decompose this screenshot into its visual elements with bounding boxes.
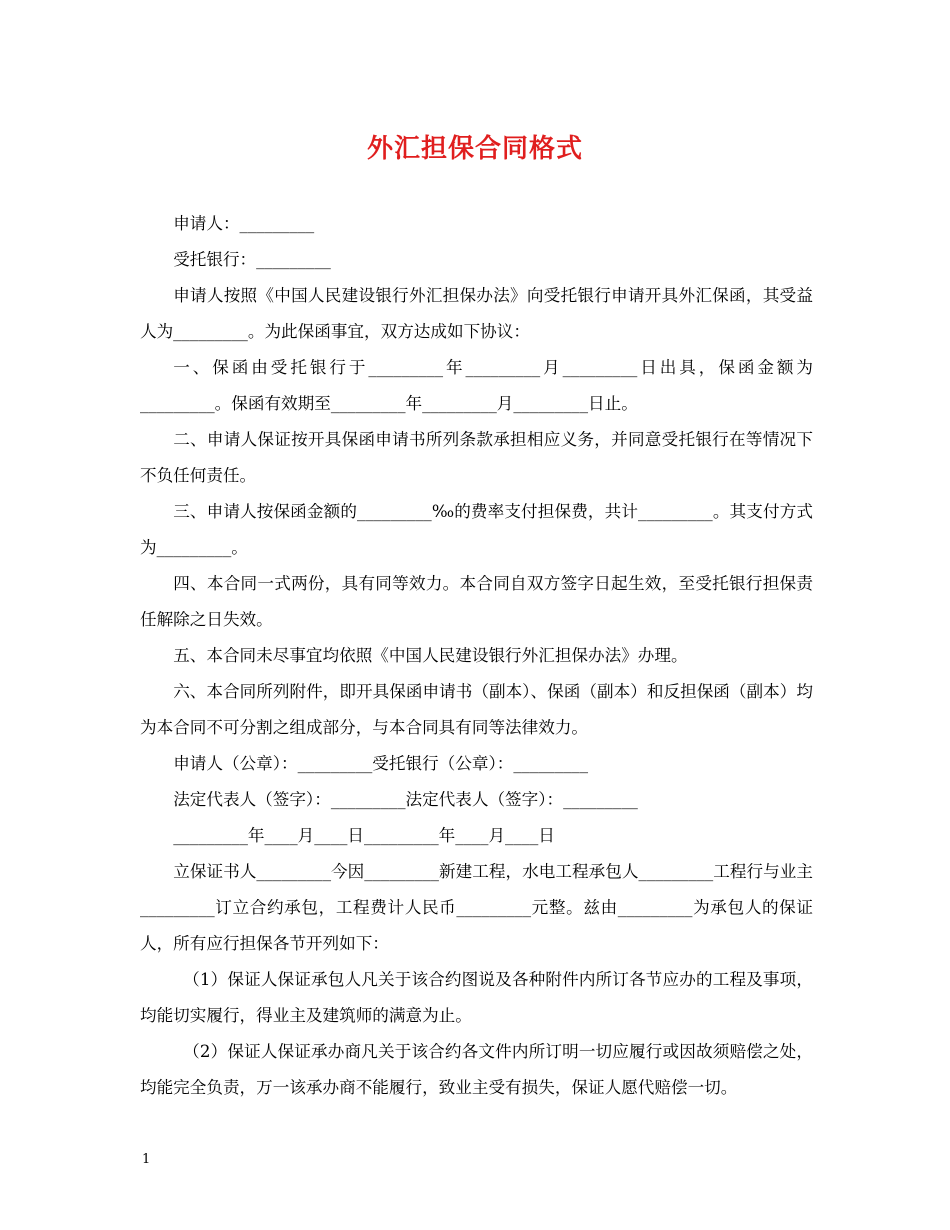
clause-3: 三、申请人按保函金额的_________‰的费率支付担保费，共计_________。其支付方式为_________。 [140,502,813,557]
document-body [140,206,813,1106]
clause-5: 五、本合同未尽事宜均依照《中国人民建设银行外汇担保办法》办理。 [173,646,688,665]
clause-6: 六、本合同所列附件，即开具保函申请书（副本）、保函（副本）和反担保函（副本）均为本合同不可分割之组成部分，与本合同具有同等法律效力。 [140,682,813,737]
guarantee-item-2: （2）保证人保证承办商凡关于该合约各文件内所订明一切应履行或因故须赔偿之处，均能完全负责，万一该承办商不能履行，致业主受有损失，保证人愿代赔偿一切。 [140,1042,813,1097]
trustee-bank-line: 受托银行：_________ [173,250,331,269]
applicant-line: 申请人：_________ [173,214,315,233]
clause-4: 四、本合同一式两份，具有同等效力。本合同自双方签字日起生效，至受托银行担保责任解除之日失效。 [140,574,813,629]
signature-line: 法定代表人（签字）：_________法定代表人（签字）：_________ [173,790,638,809]
date-line: _________年____月____日_________年____月____日 [173,826,555,845]
clause-2: 二、申请人保证按开具保函申请书所列条款承担相应义务，并同意受托银行在等情况下不负任何责任。 [140,430,813,485]
intro-paragraph: 申请人按照《中国人民建设银行外汇担保办法》向受托银行申请开具外汇保函，其受益人为_________。为此保函事宜，双方达成如下协议： [140,286,813,341]
guarantee-paragraph: 立保证书人_________今因_________新建工程，水电工程承包人_________工程行与业主_________订立合约承包，工程费计人民币_________元整。兹由_________为承包人的保证人，所有应行担保各节开列如下： [140,862,813,953]
guarantee-item-1: （1）保证人保证承包人凡关于该合约图说及各种附件内所订各节应办的工程及事项，均能切实履行，得业主及建筑师的满意为止。 [140,970,813,1025]
seal-line: 申请人（公章）：_________受托银行（公章）：_________ [173,754,589,773]
page-number: 1 [142,1152,151,1167]
clause-1: 一、保函由受托银行于_________年_________月_________日出具，保函金额为_________。保函有效期至_________年_________月_________日止。 [140,358,813,413]
document-title: 外汇担保合同格式 [366,134,583,164]
